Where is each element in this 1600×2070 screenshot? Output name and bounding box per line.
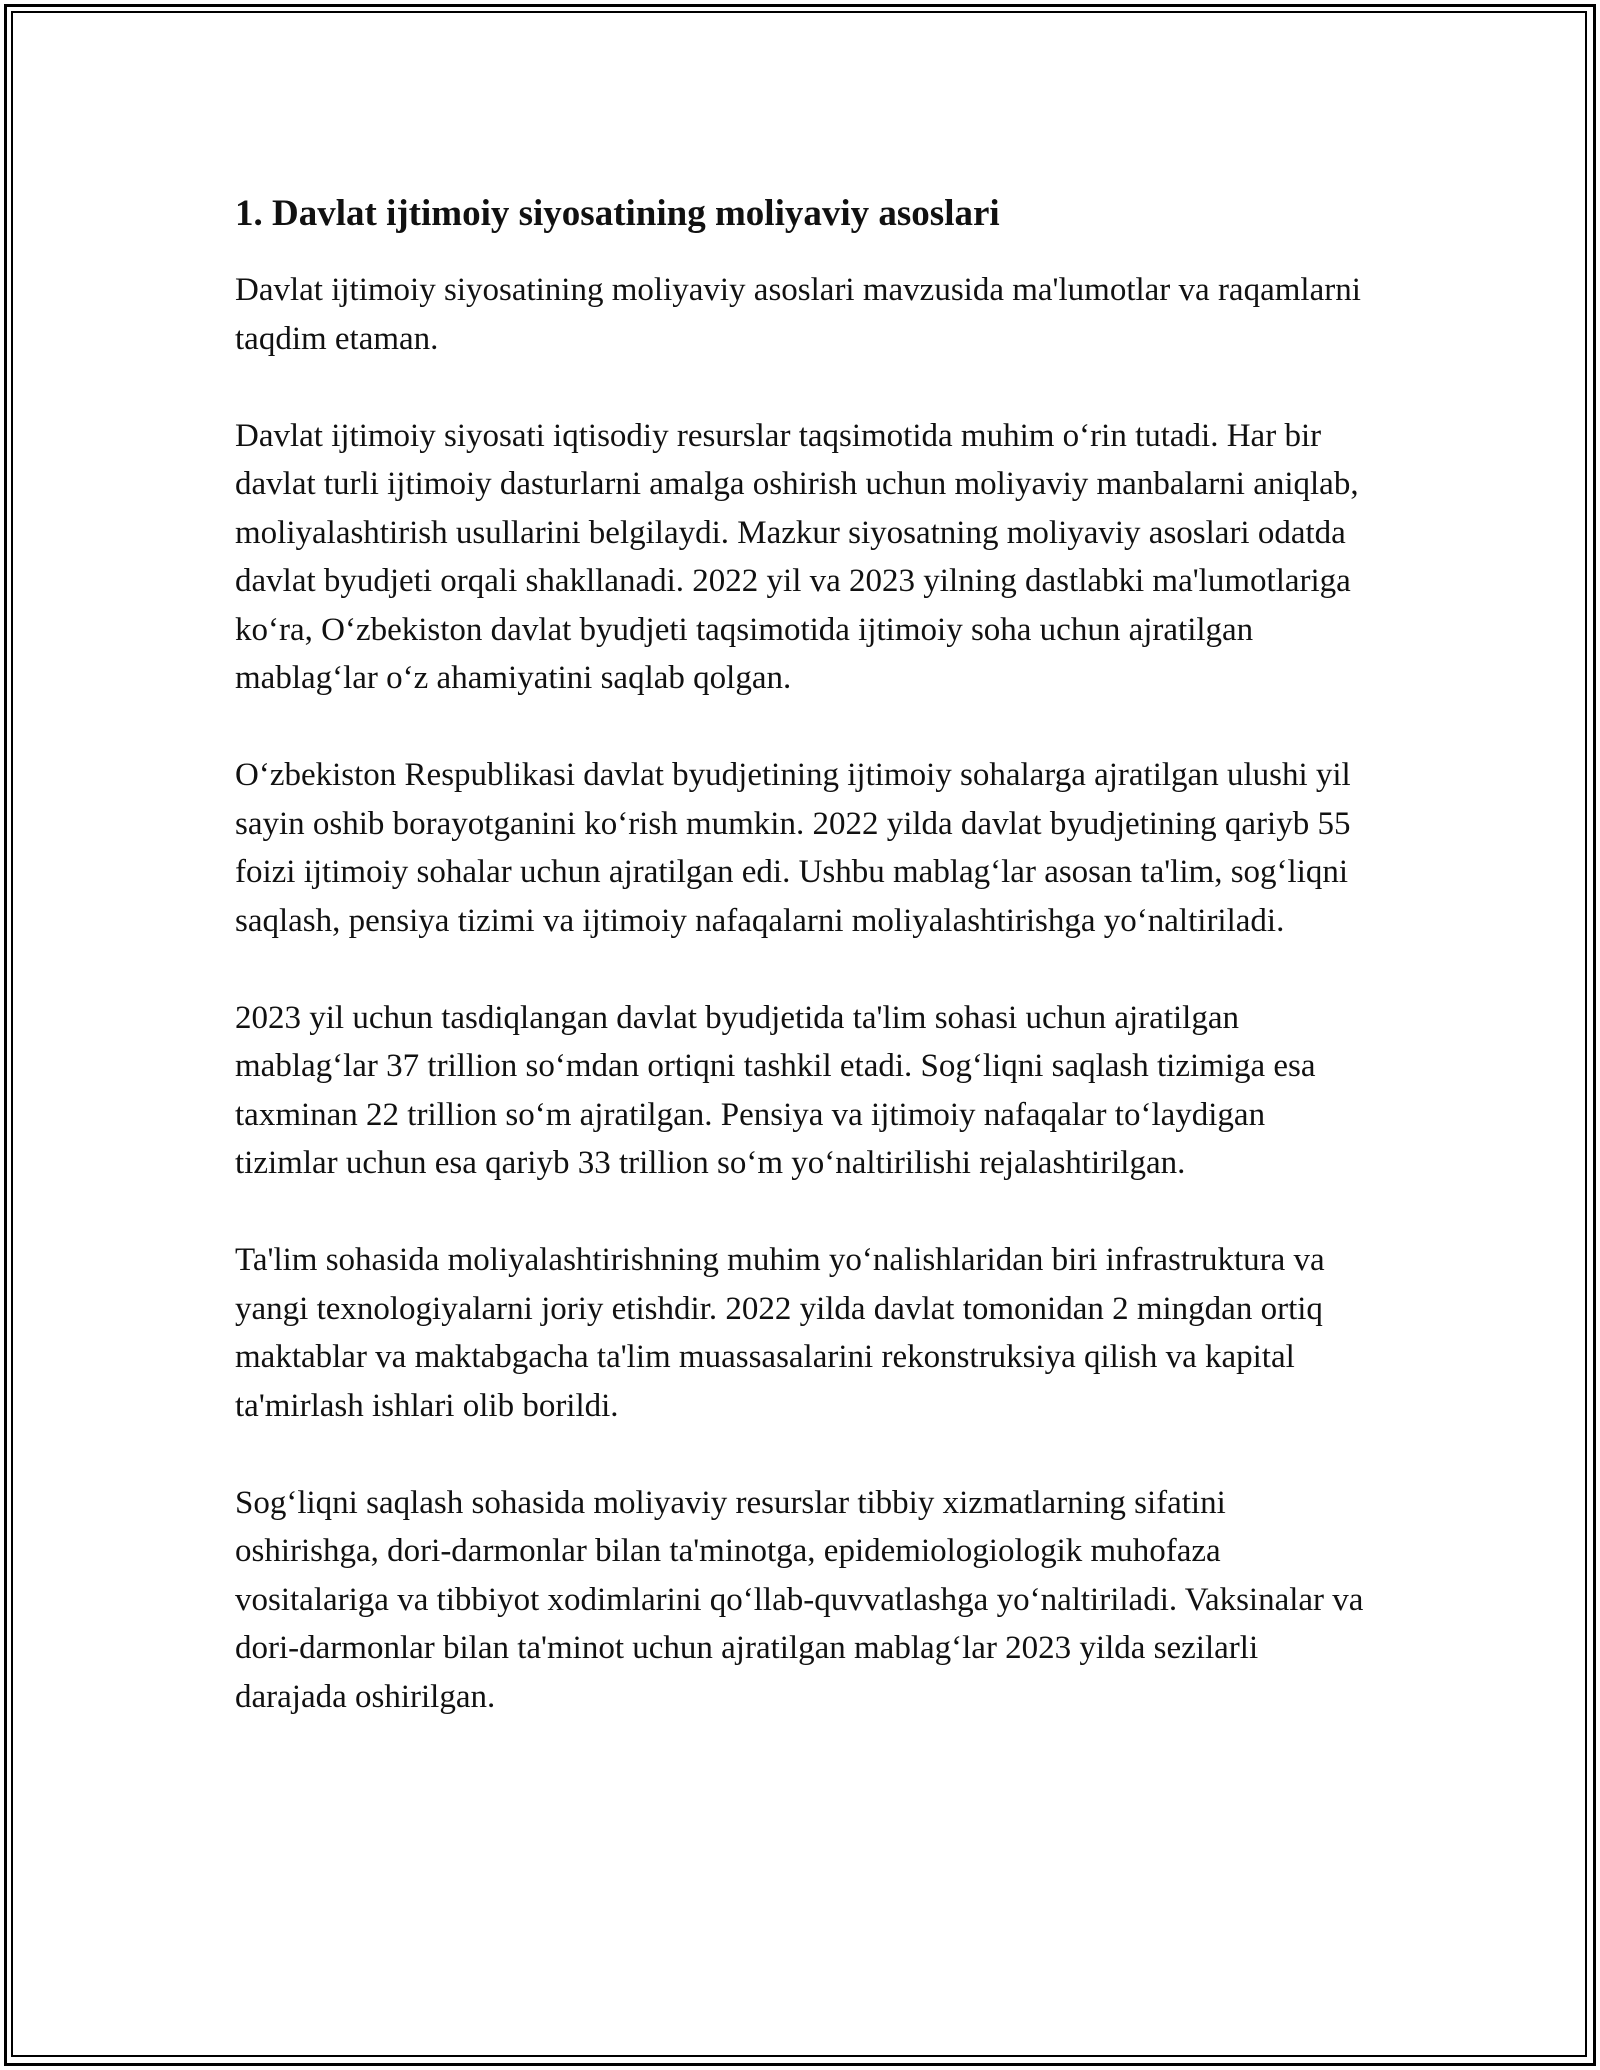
paragraph-budget-share: O‘zbekiston Respublikasi davlat byudjetining ijtimoiy sohalarga ajratilgan ulushi yil sayin oshib borayotganini ko‘rish mumkin. 2022 yilda davlat byudjetining qariyb 55 foizi ijtimoiy sohalar uchun ajratilgan edi. Ushbu mablag‘lar asosan ta'lim, sog‘liqni saqlash, pensiya tizimi va ijtimoiy nafaqalarni moliyalashtirishga yo‘naltiriladi.	[235, 757, 1351, 939]
paragraph-2023-budget: 2023 yil uchun tasdiqlangan davlat byudjetida ta'lim sohasi uchun ajratilgan mablag‘lar 37 trillion so‘mdan ortiqni tashkil etadi. Sog‘liqni saqlash tizimiga esa taxminan 22 trillion so‘m ajratilgan. Pensiya va ijtimoiy nafaqalar to‘laydigan tizimlar uchun esa qariyb 33 trillion so‘m yo‘naltirilishi rejalashtirilgan.	[235, 999, 1316, 1181]
document-page	[235, 190, 1365, 1770]
paragraph-social-policy: Davlat ijtimoiy siyosati iqtisodiy resurslar taqsimotida muhim o‘rin tutadi. Har bir davlat turli ijtimoiy dasturlarni amalga oshirish uchun moliyaviy manbalarni aniqlab, moliyalashtirish usullarini belgilaydi. Mazkur siyosatning moliyaviy asoslari odatda davlat byudjeti orqali shakllanadi. 2022 yil va 2023 yilning dastlabki ma'lumotlariga ko‘ra, O‘zbekiston davlat byudjeti taqsimotida ijtimoiy soha uchun ajratilgan mablag‘lar o‘z ahamiyatini saqlab qolgan.	[235, 417, 1359, 696]
paragraph-education: Ta'lim sohasida moliyalashtirishning muhim yo‘nalishlaridan biri infrastruktura va yangi texnologiyalarni joriy etishdir. 2022 yilda davlat tomonidan 2 mingdan ortiq maktablar va maktabgacha ta'lim muassasalarini rekonstruksiya qilish va kapital ta'mirlash ishlari olib borildi.	[235, 1242, 1325, 1424]
paragraph-intro: Davlat ijtimoiy siyosatining moliyaviy asoslari mavzusida ma'lumotlar va raqamlarni taqdim etaman.	[235, 272, 1361, 357]
document-title: 1. Davlat ijtimoiy siyosatining moliyaviy asoslari	[235, 193, 1000, 234]
paragraph-healthcare: Sog‘liqni saqlash sohasida moliyaviy resurslar tibbiy xizmatlarning sifatini oshirishga, dori-darmonlar bilan ta'minotga, epidemiologiologik muhofaza vositalariga va tibbiyot xodimlarini qo‘llab-quvvatlashga yo‘naltiriladi. Vaksinalar va dori-darmonlar bilan ta'minot uchun ajratilgan mablag‘lar 2023 yilda sezilarli darajada oshirilgan.	[235, 1484, 1364, 1715]
